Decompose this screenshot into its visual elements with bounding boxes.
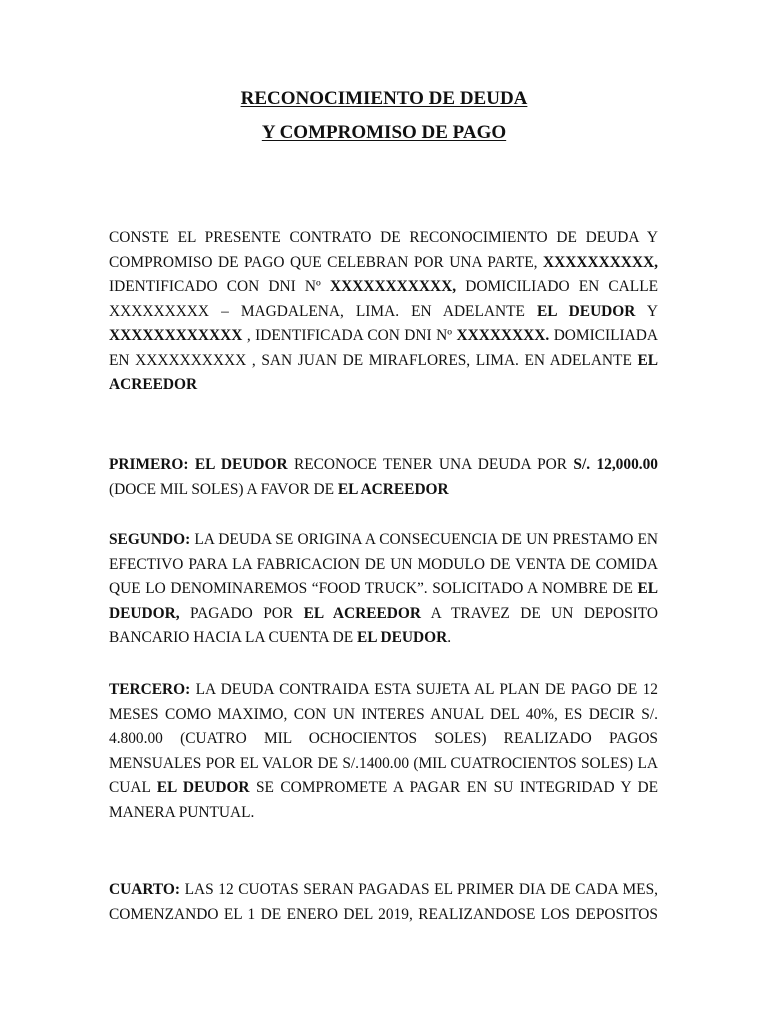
text-run: LA DEUDA SE ORIGINA A CONSECUENCIA DE UN PRESTAMO EN: [190, 531, 658, 548]
segundo-line: [109, 577, 658, 602]
tercero-line: [109, 703, 658, 728]
segundo-line: [109, 602, 658, 627]
text-run: COMPROMISO DE PAGO QUE CELEBRAN POR UNA PARTE,: [109, 253, 543, 271]
text-run: EN XXXXXXXXXX , SAN JUAN DE MIRAFLORES, LIMA. EN ADELANTE: [109, 351, 638, 369]
text-run: DOMICILIADA: [549, 327, 658, 344]
tercero-line: [109, 776, 658, 801]
intro-line: [109, 275, 658, 300]
segundo-line: [109, 528, 658, 553]
segundo-line: [109, 553, 658, 578]
intro-line: [109, 300, 658, 325]
text-run: MANERA PUNTUAL.: [109, 803, 255, 821]
text-run: EFECTIVO PARA LA FABRICACION DE UN MODULO DE VENTA DE COMIDA: [109, 555, 658, 573]
text-run: CONSTE EL PRESENTE CONTRATO DE RECONOCIMIENTO DE DEUDA Y: [109, 229, 658, 246]
bold-text-run: PRIMERO: EL DEUDOR: [109, 456, 288, 473]
tercero-line: [109, 727, 658, 752]
bold-text-run: EL ACREEDOR: [337, 480, 449, 498]
clause-primero: [109, 453, 658, 502]
text-run: (DOCE MIL SOLES) A FAVOR DE: [109, 480, 338, 498]
text-run: LAS 12 CUOTAS SERAN PAGADAS EL PRIMER DIA DE CADA MES,: [180, 881, 658, 898]
bold-text-run: XXXXXXXXXXX,: [329, 278, 457, 295]
document-title-line-1: RECONOCIMIENTO DE DEUDA: [240, 88, 528, 109]
bold-text-run: EL DEUDOR: [357, 629, 448, 646]
bold-text-run: EL ACREEDOR: [303, 604, 421, 622]
text-run: IDENTIFICADO CON DNI Nº: [109, 278, 330, 295]
bold-text-run: ACREEDOR: [109, 376, 198, 393]
text-run: CUAL: [109, 779, 157, 796]
text-run: QUE LO DENOMINAREMOS “FOOD TRUCK”. SOLICITADO A NOMBRE DE: [109, 580, 638, 597]
text-run: DOMICILIADO EN CALLE: [456, 278, 658, 295]
text-run: BANCARIO HACIA LA CUENTA DE: [109, 629, 358, 646]
tercero-line: [109, 752, 658, 777]
text-run: LA DEUDA CONTRAIDA ESTA SUJETA AL PLAN DE PAGO DE 12: [190, 681, 658, 698]
text-run: PAGADO POR: [179, 604, 304, 622]
tercero-line: [109, 678, 658, 703]
bold-text-run: XXXXXXXXXX,: [543, 253, 658, 271]
text-run: Y: [635, 302, 658, 320]
bold-text-run: DEUDOR,: [109, 604, 180, 622]
text-run: A TRAVEZ DE UN DEPOSITO: [420, 604, 658, 622]
intro-line: [109, 324, 658, 349]
intro-line: [109, 226, 658, 251]
bold-text-run: CUARTO:: [109, 881, 181, 898]
text-run: COMENZANDO EL 1 DE ENERO DEL 2019, REALIZANDOSE LOS DEPOSITOS: [109, 905, 658, 923]
clause-cuarto: [109, 878, 658, 927]
intro-line: [109, 251, 658, 276]
text-run: RECONOCE TENER UNA DEUDA POR: [287, 456, 574, 473]
clause-tercero: [109, 678, 658, 825]
bold-text-run: EL DEUDOR: [536, 302, 636, 320]
text-run: XXXXXXXXX – MAGDALENA, LIMA. EN ADELANTE: [109, 302, 537, 320]
bold-text-run: TERCERO:: [109, 681, 191, 698]
intro-line: [109, 373, 658, 398]
bold-text-run: XXXXXXXXXXXX: [109, 327, 243, 344]
bold-text-run: S/. 12,000.00: [573, 456, 658, 473]
primero-line: [109, 478, 658, 503]
text-run: SE COMPROMETE A PAGAR EN SU INTEGRIDAD Y DE: [249, 779, 658, 796]
primero-line: [109, 453, 658, 478]
cuarto-line: [109, 878, 658, 903]
tercero-line: [109, 801, 658, 826]
bold-text-run: EL DEUDOR: [156, 779, 250, 796]
document-title-line-2: Y COMPROMISO DE PAGO: [261, 122, 507, 143]
segundo-line: [109, 626, 658, 651]
text-run: MESES COMO MAXIMO, CON UN INTERES ANUAL DEL 40%, ES DECIR S/.: [109, 705, 658, 723]
intro-line: [109, 349, 658, 374]
text-run: 4.800.00 (CUATRO MIL OCHOCIENTOS SOLES) REALIZADO PAGOS: [109, 730, 658, 747]
text-run: .: [447, 629, 452, 646]
text-run: MENSUALES POR EL VALOR DE S/.1400.00 (MIL CUATROCIENTOS SOLES) LA: [109, 754, 658, 772]
bold-text-run: EL: [637, 580, 658, 597]
cuarto-line: [109, 903, 658, 928]
clause-segundo: [109, 528, 658, 651]
bold-text-run: EL: [637, 351, 658, 369]
bold-text-run: SEGUNDO:: [109, 531, 191, 548]
intro-paragraph: [109, 226, 658, 398]
bold-text-run: XXXXXXXX.: [456, 327, 550, 344]
text-run: , IDENTIFICADA CON DNI Nº: [242, 327, 457, 344]
